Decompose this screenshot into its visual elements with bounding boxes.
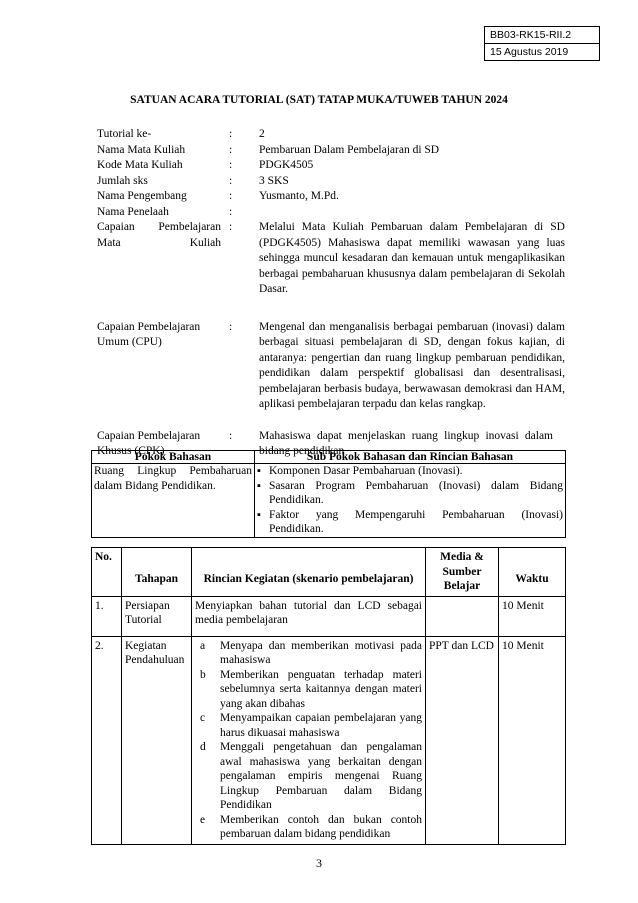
info-colon: : (229, 174, 233, 187)
column-header: Rincian Kegiatan (skenario pembelajaran) (192, 548, 426, 597)
info-value: 3 SKS (259, 174, 289, 187)
activity-table (91, 547, 566, 845)
stage-cell: Persiapan Tutorial (122, 596, 192, 636)
column-header: Sub Pokok Bahasan dan Rincian Bahasan (255, 451, 566, 464)
info-row-sks (97, 174, 565, 190)
list-item (195, 711, 422, 740)
topic-cell: Ruang Lingkup Pembaharuan dalam Bidang Pendidikan. (92, 464, 255, 538)
info-colon: : (229, 221, 233, 233)
list-marker: d (200, 741, 206, 753)
list-marker: e (200, 813, 206, 826)
info-value: Yusmanto, M.Pd. (259, 190, 339, 202)
list-item (195, 813, 422, 842)
document-code: BB03-RK15-RII.2 (490, 29, 572, 41)
subtopic-cell (255, 464, 566, 538)
info-colon: : (229, 429, 233, 442)
media-cell: PPT dan LCD (426, 636, 499, 844)
info-row-reviewer (97, 205, 565, 221)
info-value: Pembaruan Dalam Pembelajaran di SD (259, 143, 440, 156)
list-item-text: Memberikan penguatan terhadap materi sebelumnya serta kaitannya dengan materi yang akan dibahas (220, 668, 422, 710)
course-info (97, 127, 565, 460)
info-value: PDGK4505 (259, 159, 314, 171)
info-value: 2 (259, 128, 265, 140)
info-row-course-name (97, 143, 565, 159)
info-colon: : (229, 205, 233, 218)
info-label: Tutorial ke- (97, 128, 152, 140)
list-item: ▪ Faktor yang Mempengaruhi Pembaharuan (Inovasi) Pendidikan. (257, 508, 563, 537)
document-date: 15 Agustus 2019 (485, 43, 599, 60)
list-item-text: Menyapa dan memberikan motivasi pada mahasiswa (220, 639, 422, 666)
row-number: 1. (92, 596, 122, 636)
list-item-text: Memberikan contoh dan bukan contoh pembaruan dalam bidang pendidikan (220, 813, 422, 840)
column-header: Tahapan (122, 548, 192, 597)
activity-cell (192, 636, 426, 844)
column-header: Media & Sumber Belajar (426, 548, 499, 597)
info-label: Nama Penelaah (97, 205, 169, 218)
info-value: Melalui Mata Kuliah Pembaruan dalam Pembelajaran di SD (PDGK4505) Mahasiswa dapat memiliki wawasan yang luas sehingga muncul kesadaran dan kemauan untuk mengaplikasikan berbagai pembaharuan khususnya dalam pembelajaran di Sekolah Dasar. (259, 221, 565, 295)
info-value: Mahasiswa dapat menjelaskan ruang lingkup inovasi dalam bidang pendidikan (259, 429, 553, 457)
list-marker: b (200, 668, 206, 681)
table-header-row (92, 548, 566, 597)
list-item: ▪ Sasaran Program Pembaharuan (Inovasi) dalam Bidang Pendidikan. (257, 479, 563, 508)
document-code-box (484, 26, 600, 61)
info-label: Capaian Pembelajaran Khusus (CPK) (97, 429, 201, 457)
table-row (92, 596, 566, 636)
topic-table (91, 450, 566, 538)
column-header: No. (92, 548, 122, 597)
activity-list (195, 639, 422, 842)
list-marker: c (200, 712, 206, 724)
info-colon: : (229, 159, 233, 171)
info-row-course-code (97, 158, 565, 174)
table-row (92, 464, 566, 538)
list-item-text: Menggali pengetahuan dan pengalaman awal mahasiswa yang berkaitan dengan pengalaman empiris mengenai Ruang Lingkup Pembaruan dalam Bidang Pendidikan (220, 741, 422, 811)
activity-cell: Menyiapkan bahan tutorial dan LCD sebagai media pembelajaran (192, 596, 426, 636)
info-label: Nama Pengembang (97, 190, 187, 202)
info-row-developer (97, 189, 565, 205)
list-item: ▪ Komponen Dasar Pembaharuan (Inovasi). (257, 464, 563, 479)
info-label: Nama Mata Kuliah (97, 143, 186, 156)
time-cell: 10 Menit (499, 596, 566, 636)
table-row (92, 636, 566, 844)
list-item-text: Menyampaikan capaian pembelajaran yang harus dikuasai mahasiswa (220, 712, 422, 739)
list-marker: a (200, 639, 206, 652)
column-header: Pokok Bahasan (92, 451, 255, 464)
table-header-row (92, 451, 566, 464)
info-label: Kode Mata Kuliah (97, 159, 183, 171)
info-colon: : (229, 320, 233, 333)
info-value (259, 205, 565, 221)
page-title: SATUAN ACARA TUTORIAL (SAT) TATAP MUKA/TUWEB TAHUN 2024 (130, 94, 508, 106)
media-cell (426, 596, 499, 636)
info-row-tutorial (97, 127, 565, 143)
list-item (195, 668, 422, 712)
info-colon: : (229, 128, 233, 140)
list-item (195, 740, 422, 813)
info-colon: : (229, 143, 233, 156)
stage-cell: Kegiatan Pendahuluan (122, 636, 192, 844)
info-label: Capaian Pembelajaran Mata Kuliah (97, 221, 221, 249)
list-item (195, 639, 422, 668)
info-colon: : (229, 190, 233, 202)
row-number: 2. (92, 636, 122, 844)
info-row-cpu (97, 320, 565, 413)
subtopic-list (257, 464, 563, 537)
info-row-cpmk (97, 220, 565, 298)
page-number: 3 (316, 856, 322, 870)
info-label: Capaian Pembelajaran Umum (CPU) (97, 320, 201, 348)
info-value: Mengenal dan menganalisis berbagai pembaruan (inovasi) dalam berbagai situasi pembelajaran di SD, dengan fokus kajian, di antaranya: pengertian dan ruang lingkup pembaruan pendidikan, pendidikan dalam perspektif globalisasi dan desentralisasi, pembelajaran berbasis budaya, berwawasan demokrasi dan HAM, aplikasi pembelajaran terpadu dan kelas rangkap. (259, 320, 565, 410)
info-label: Jumlah sks (97, 174, 148, 187)
column-header: Waktu (499, 548, 566, 597)
time-cell: 10 Menit (499, 636, 566, 844)
